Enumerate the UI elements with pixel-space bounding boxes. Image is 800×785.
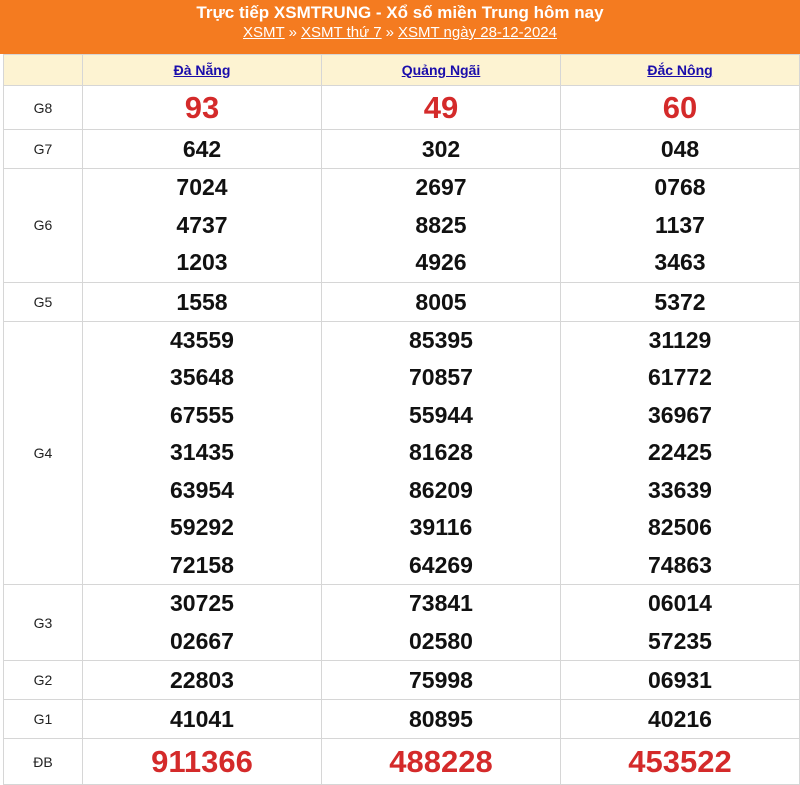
lottery-number: 41041 [170,706,234,732]
lottery-number: 57235 [648,627,712,654]
lottery-number: 85395 [409,326,473,353]
prize-cell [83,661,322,700]
lottery-number: 67555 [170,401,234,428]
lottery-number: 06014 [648,590,712,616]
prize-row [4,169,800,283]
prize-cell [322,321,561,585]
lottery-number: 7024 [176,174,228,200]
lottery-number: 86209 [409,476,473,503]
corner-cell [4,55,83,86]
prize-label: G5 [4,282,83,321]
prize-cell [83,86,322,130]
breadcrumb-xsmt-saturday-link[interactable]: XSMT thứ 7 [301,24,382,41]
prize-cell [322,585,561,661]
prize-cell [322,700,561,739]
lottery-number: 1137 [655,211,705,238]
lottery-number: 30725 [170,590,234,616]
breadcrumb-xsmt-date-link[interactable]: XSMT ngày 28-12-2024 [397,24,557,41]
prize-label: G8 [4,86,83,130]
prize-cell [322,739,561,785]
lottery-number: 36967 [648,401,712,428]
lottery-number: 73841 [409,590,473,616]
province-link-da-nang[interactable]: Đà Nẵng [173,62,231,78]
lottery-number: 31435 [170,439,234,465]
prize-row [4,585,800,661]
lottery-number: 06931 [648,667,712,693]
prize-cell [83,169,322,283]
lottery-number: 59292 [170,514,234,540]
prize-cell [322,661,561,700]
lottery-number: 60 [662,90,698,125]
prize-row [4,282,800,321]
lottery-number: 31129 [648,326,712,353]
prize-cell [561,661,800,700]
prize-label: G3 [4,585,83,661]
lottery-number: 49 [423,90,459,125]
prize-cell [561,130,800,169]
province-header [561,55,800,86]
lottery-number: 8005 [415,288,467,315]
prize-label: G7 [4,130,83,169]
lottery-number: 74863 [648,551,712,578]
lottery-number: 02580 [409,627,473,654]
lottery-number: 1203 [176,249,228,275]
lottery-number: 22425 [648,439,712,465]
page-title: Trực tiếp XSMTRUNG - Xổ số miền Trung hôm nay [196,3,604,22]
lottery-number: 302 [421,136,461,162]
prize-cell [322,86,561,130]
lottery-number: 61772 [648,364,712,390]
province-link-dac-nong[interactable]: Đắc Nông [647,62,713,78]
lottery-number: 4737 [176,211,228,238]
lottery-number: 39116 [409,514,473,540]
prize-cell [83,739,322,785]
breadcrumb-separator: » [288,24,298,41]
prize-cell [561,739,800,785]
lottery-number: 63954 [170,476,234,503]
prize-cell [561,321,800,585]
lottery-number: 33639 [648,476,712,503]
lottery-number: 488228 [389,744,493,779]
prize-label: ĐB [4,739,83,785]
lottery-number: 43559 [170,326,234,353]
prize-label: G4 [4,321,83,585]
prize-cell [322,169,561,283]
lottery-number: 22803 [170,667,234,693]
province-header [83,55,322,86]
lottery-number: 1558 [176,288,228,315]
lottery-number: 2697 [415,174,467,200]
prize-cell [561,700,800,739]
lottery-number: 048 [660,136,700,162]
province-header [322,55,561,86]
lottery-number: 35648 [170,364,234,390]
prize-row [4,661,800,700]
prize-row [4,321,800,585]
lottery-number: 93 [184,90,220,125]
prize-cell [83,130,322,169]
lottery-number: 55944 [409,401,473,428]
prize-cell [561,282,800,321]
breadcrumb-xsmt-link[interactable]: XSMT [243,24,285,41]
page-header [0,0,800,54]
lottery-number: 8825 [415,211,467,238]
lottery-number: 642 [182,136,222,162]
prize-cell [83,321,322,585]
prize-cell [561,169,800,283]
lottery-number: 3463 [654,249,706,275]
lottery-number: 81628 [409,439,473,465]
lottery-number: 70857 [409,364,473,390]
lottery-number: 911366 [151,744,253,779]
prize-row [4,739,800,785]
lottery-number: 40216 [648,706,712,732]
prize-row [4,700,800,739]
prize-label: G1 [4,700,83,739]
results-table [3,54,800,785]
prize-cell [83,282,322,321]
lottery-number: 82506 [648,514,712,540]
province-header-row [4,55,800,86]
lottery-number: 64269 [409,551,473,578]
lottery-number: 0768 [654,174,706,200]
lottery-number: 02667 [170,627,234,654]
lottery-number: 4926 [415,249,467,275]
breadcrumb-separator: » [385,24,394,41]
lottery-number: 75998 [409,667,473,693]
breadcrumb [0,23,800,43]
prize-cell [322,282,561,321]
lottery-number: 80895 [409,706,473,732]
lottery-number: 5372 [654,288,706,315]
prize-cell [561,86,800,130]
prize-label: G6 [4,169,83,283]
prize-row [4,130,800,169]
province-link-quang-ngai[interactable]: Quảng Ngãi [401,62,481,78]
prize-label: G2 [4,661,83,700]
prize-cell [322,130,561,169]
prize-row [4,86,800,130]
prize-cell [561,585,800,661]
lottery-number: 453522 [628,744,732,779]
prize-cell [83,585,322,661]
prize-cell [83,700,322,739]
lottery-number: 72158 [170,551,234,578]
prize-rows [4,86,800,785]
